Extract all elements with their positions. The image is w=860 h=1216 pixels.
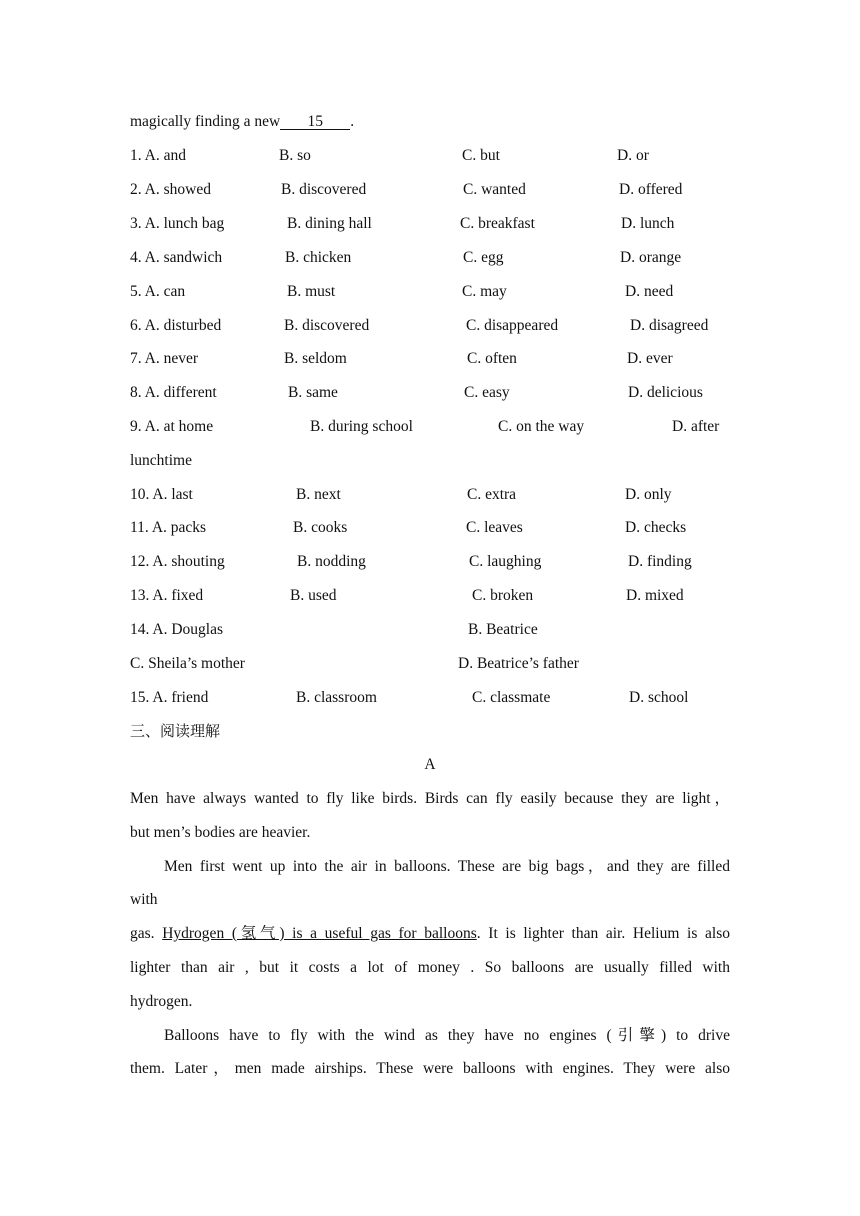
passage-line-2: but men’s bodies are heavier.	[130, 824, 311, 841]
q13-a: 13. A. fixed	[130, 587, 204, 604]
passage-line-8: Balloons have to fly with the wind as they have no engines (引擎) to drive	[164, 1027, 730, 1044]
q12-a: 12. A. shouting	[130, 553, 225, 570]
blank-15: 15	[280, 114, 350, 130]
q10-c: C. extra	[467, 486, 517, 503]
passage-line-9: them. Later，men made airships. These were balloons with engines. They were also	[130, 1060, 730, 1077]
passage-line-3: Men first went up into the air in balloons. These are big bags，and they are filled	[164, 858, 730, 875]
q4-a: 4. A. sandwich	[130, 249, 223, 266]
q8-a: 8. A. different	[130, 384, 217, 401]
q10-d: D. only	[625, 486, 672, 503]
q2-a: 2. A. showed	[130, 181, 211, 198]
underlined-sentence: Hydrogen (氢气) is a useful gas for balloons	[162, 925, 477, 942]
q14-b: B. Beatrice	[468, 621, 538, 638]
q9-d: D. after	[672, 418, 720, 435]
q2-b: B. discovered	[281, 181, 367, 198]
q12-b: B. nodding	[297, 553, 366, 570]
q2-d: D. offered	[619, 181, 683, 198]
q12-c: C. laughing	[469, 553, 542, 570]
q14-a: 14. A. Douglas	[130, 621, 223, 638]
q11-b: B. cooks	[293, 519, 348, 536]
q9-b: B. during school	[310, 418, 413, 435]
q3-d: D. lunch	[621, 215, 675, 232]
q7-d: D. ever	[627, 350, 673, 367]
q1-d: D. or	[617, 147, 649, 164]
q7-c: C. often	[467, 350, 517, 367]
q10-a: 10. A. last	[130, 486, 193, 503]
q3-c: C. breakfast	[460, 215, 535, 232]
q15-c: C. classmate	[472, 689, 551, 706]
q6-d: D. disagreed	[630, 317, 709, 334]
q1-c: C. but	[462, 147, 500, 164]
q5-a: 5. A. can	[130, 283, 186, 300]
q8-d: D. delicious	[628, 384, 703, 401]
passage-line-5	[130, 924, 730, 944]
passage-line-6: lighter than air , but it costs a lot of money . So balloons are usually filled with	[130, 959, 730, 976]
q11-c: C. leaves	[466, 519, 523, 536]
q8-b: B. same	[288, 384, 338, 401]
q14-d: D. Beatrice’s father	[458, 655, 579, 672]
q4-c: C. egg	[463, 249, 504, 266]
q6-b: B. discovered	[284, 317, 370, 334]
passage-line-5-start: gas.	[130, 925, 163, 942]
q9-continuation: lunchtime	[130, 452, 192, 469]
q6-a: 6. A. disturbed	[130, 317, 222, 334]
q6-c: C. disappeared	[466, 317, 559, 334]
q13-c: C. broken	[472, 587, 534, 604]
section-heading: 三、阅读理解	[130, 722, 221, 740]
q11-a: 11. A. packs	[130, 519, 207, 536]
passage-line-1: Men have always wanted to fly like birds. Birds can fly easily because they are light，	[130, 790, 730, 807]
intro-line	[130, 112, 354, 132]
q10-b: B. next	[296, 486, 341, 503]
q9-c: C. on the way	[498, 418, 585, 435]
q4-d: D. orange	[620, 249, 682, 266]
q3-b: B. dining hall	[287, 215, 372, 232]
intro-tail: .	[350, 113, 355, 130]
q13-b: B. used	[290, 587, 337, 604]
passage-line-7: hydrogen.	[130, 993, 193, 1010]
q5-c: C. may	[462, 283, 507, 300]
q3-a: 3. A. lunch bag	[130, 215, 225, 232]
q15-d: D. school	[629, 689, 689, 706]
intro-text: magically finding a new	[130, 113, 281, 130]
q13-d: D. mixed	[626, 587, 684, 604]
q15-b: B. classroom	[296, 689, 377, 706]
q7-a: 7. A. never	[130, 350, 199, 367]
passage-label: A	[424, 756, 436, 773]
q15-a: 15. A. friend	[130, 689, 209, 706]
q5-b: B. must	[287, 283, 336, 300]
q5-d: D. need	[625, 283, 674, 300]
q8-c: C. easy	[464, 384, 510, 401]
passage-line-5-end: . It is lighter than air. Helium is also	[476, 925, 730, 942]
q7-b: B. seldom	[284, 350, 347, 367]
q12-d: D. finding	[628, 553, 692, 570]
q1-b: B. so	[279, 147, 311, 164]
q2-c: C. wanted	[463, 181, 526, 198]
q1-a: 1. A. and	[130, 147, 186, 164]
q9-a: 9. A. at home	[130, 418, 214, 435]
q11-d: D. checks	[625, 519, 687, 536]
q14-c: C. Sheila’s mother	[130, 655, 245, 672]
passage-line-4: with	[130, 891, 158, 908]
q4-b: B. chicken	[285, 249, 352, 266]
